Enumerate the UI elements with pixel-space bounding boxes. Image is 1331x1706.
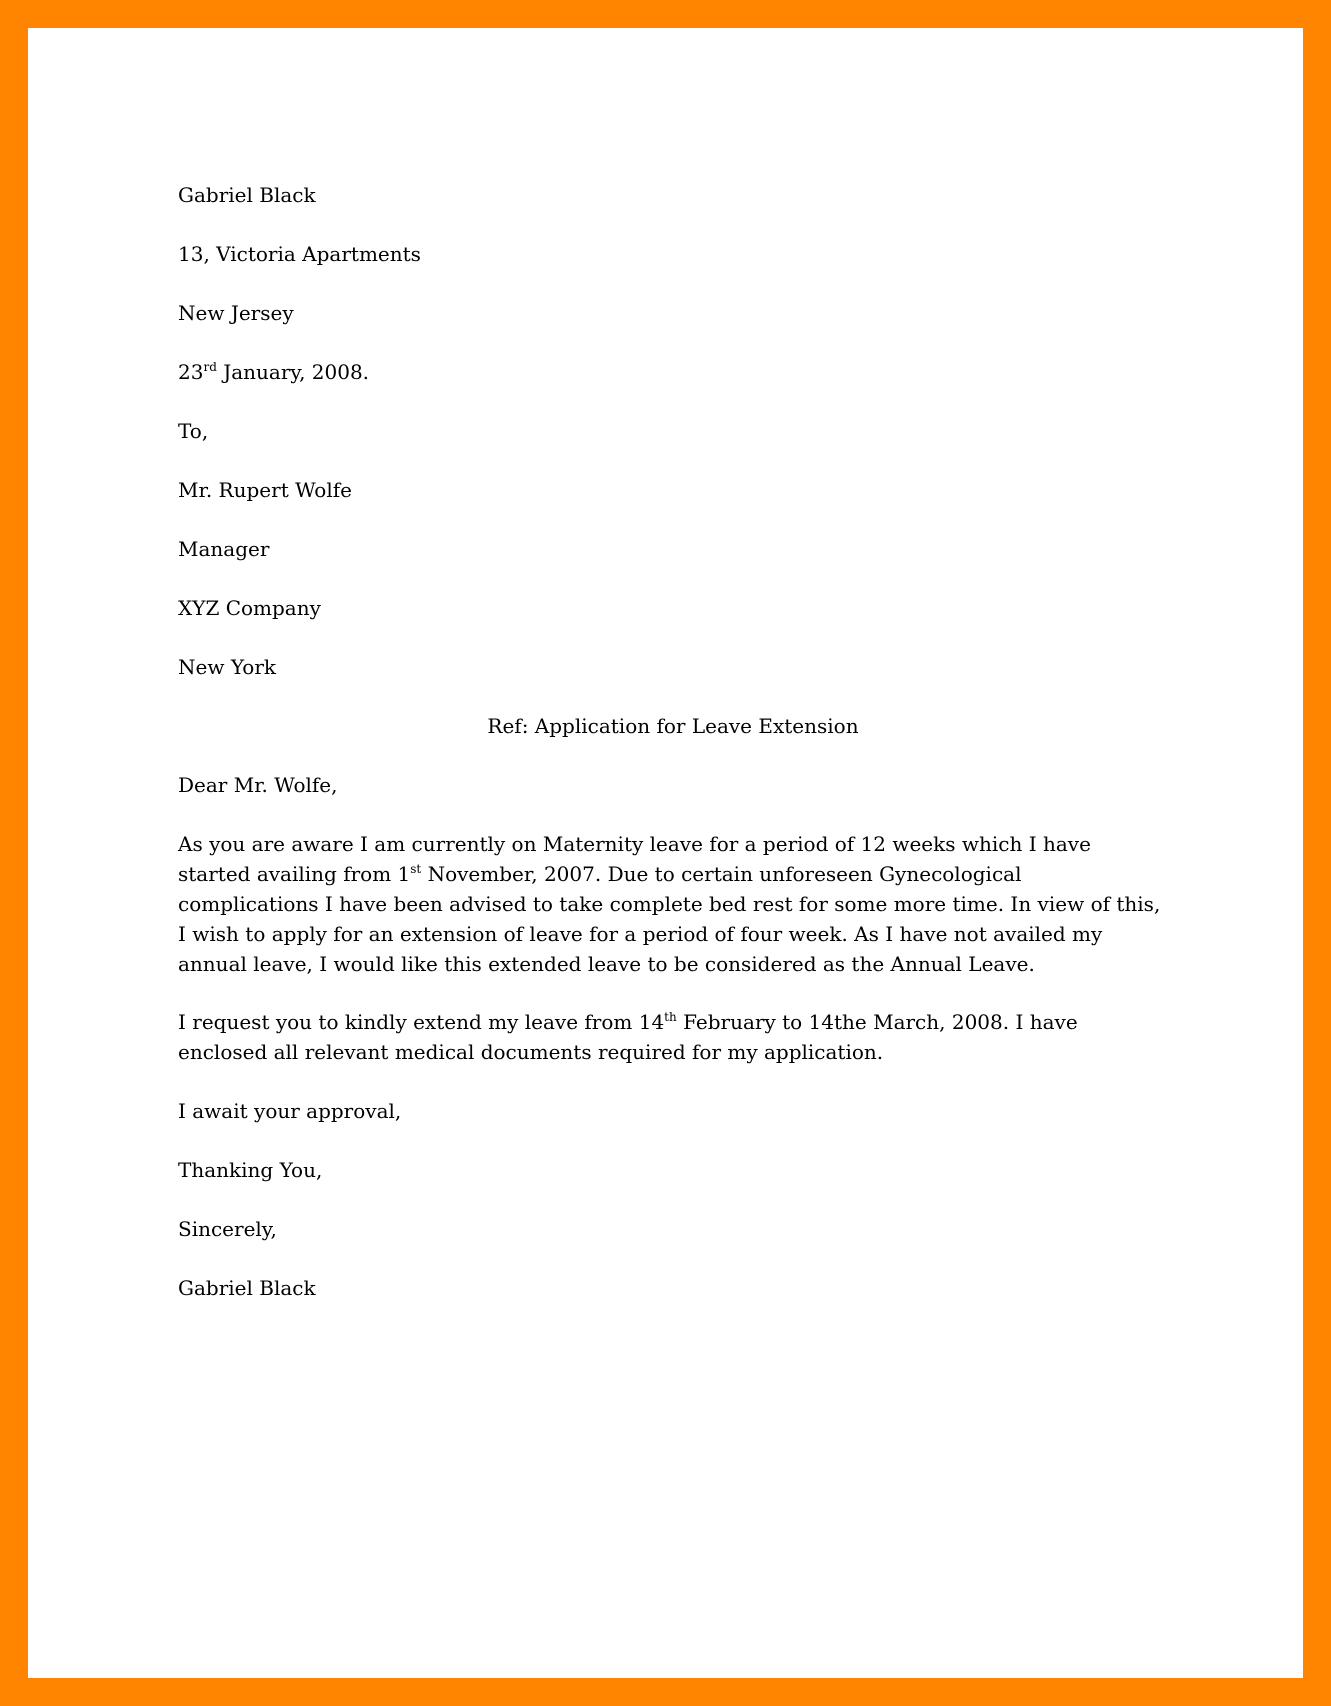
signature-name: Gabriel Black (178, 1276, 316, 1300)
letter-page (28, 28, 1303, 1678)
p2-part-b: February to 14the March, 2008. I have enclosed all relevant medical documents required for my application. (178, 1010, 1078, 1064)
p2-sup: th (664, 1010, 677, 1024)
subject-line: Ref: Application for Leave Extension (487, 714, 859, 738)
date-rest: January, 2008. (216, 360, 370, 384)
recipient-name: Mr. Rupert Wolfe (178, 478, 352, 502)
p1-part-a: As you are aware I am currently on Maternity leave for a period of 12 weeks which I have started availing from 1 (178, 832, 1091, 886)
p1-part-b: November, 2007. Due to certain unforeseen Gynecological complications I have been advised to take complete bed rest for some more time. In view of this, I wish to apply for an extension of leave for a period of four week. As I have not availed my annual leave, I would like this extended leave to be considered as the Annual Leave. (178, 862, 1161, 976)
closing-thanks: Thanking You, (178, 1158, 323, 1182)
greeting: Dear Mr. Wolfe, (178, 773, 338, 797)
sender-address: 13, Victoria Apartments (178, 242, 421, 266)
salutation-to: To, (178, 419, 209, 443)
recipient-city: New York (178, 655, 276, 679)
recipient-company: XYZ Company (178, 596, 321, 620)
recipient-title: Manager (178, 537, 270, 561)
closing-await: I await your approval, (178, 1099, 402, 1123)
date-suffix: rd (203, 360, 217, 374)
body-paragraph-1 (178, 829, 1168, 979)
sender-city: New Jersey (178, 301, 294, 325)
sender-name: Gabriel Black (178, 183, 316, 207)
date-day: 23 (178, 360, 204, 384)
p1-sup: st (410, 862, 422, 876)
body-paragraph-2 (178, 1007, 1168, 1067)
p2-part-a: I request you to kindly extend my leave from 14 (178, 1010, 665, 1034)
letter-date (178, 357, 369, 387)
closing-sincerely: Sincerely, (178, 1217, 277, 1241)
